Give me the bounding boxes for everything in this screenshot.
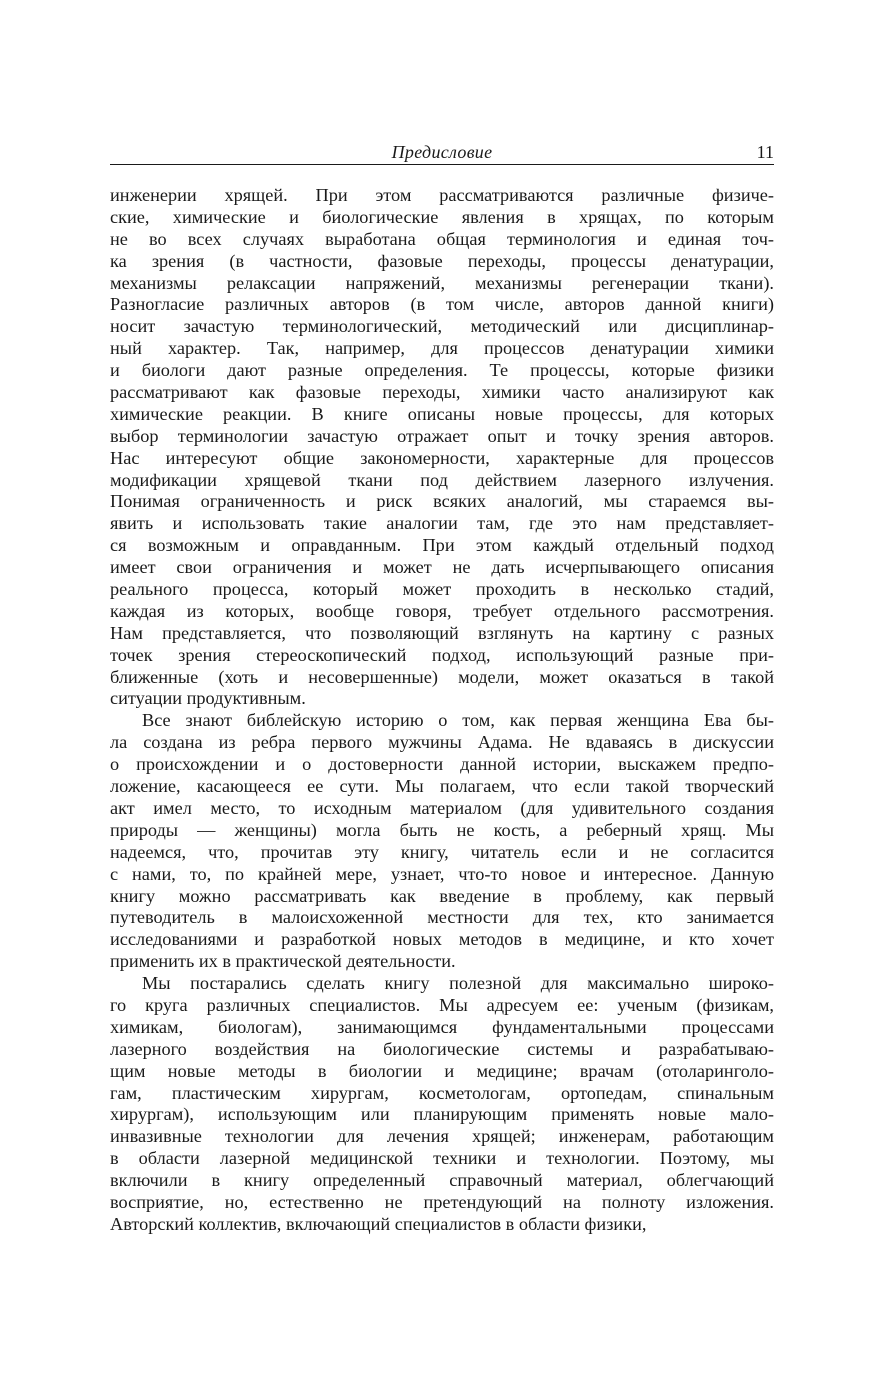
- text-line: в области лазерной медицинской техники и технологии. Поэтому, мы: [110, 1148, 774, 1169]
- text-line: ка зрения (в частности, фазовые переходы, процессы денатурации,: [110, 250, 774, 271]
- paragraph-3: [110, 973, 774, 1236]
- body-text: [110, 185, 774, 1236]
- text-line: каждая из которых, вообще говоря, требует отдельного рассмотрения.: [110, 600, 774, 621]
- text-line: надеемся, что, прочитав эту книгу, читатель если и не согласится: [110, 841, 774, 862]
- text-line: инвазивные технологии для лечения хрящей; инженерам, работающим: [110, 1126, 774, 1147]
- text-line: Разногласие различных авторов (в том числе, авторов данной книги): [110, 294, 774, 315]
- text-line: щим новые методы в биологии и медицине; врачам (отоларинголо-: [110, 1060, 774, 1081]
- text-line: го круга различных специалистов. Мы адресуем ее: ученым (физикам,: [110, 994, 774, 1015]
- text-line: книгу можно рассматривать как введение в проблему, как первый: [110, 885, 774, 906]
- text-line: Авторский коллектив, включающий специалистов в области физики,: [110, 1213, 647, 1234]
- text-line: и биологи дают разные определения. Те процессы, которые физики: [110, 360, 774, 381]
- text-line: явить и использовать такие аналогии там, где это нам представляет-: [110, 513, 774, 534]
- text-line: гам, пластическим хирургам, косметологам, ортопедам, спинальным: [110, 1082, 774, 1103]
- text-line: исследованиями и разработкой новых методов в медицине, и кто хочет: [110, 929, 774, 950]
- text-line: не во всех случаях выработана общая терминология и единая точ-: [110, 228, 774, 249]
- paragraph-2: [110, 710, 774, 973]
- text-line: ближенные (хоть и несовершенные) модели, может оказаться в такой: [110, 666, 774, 687]
- text-line: Понимая ограниченность и риск всяких аналогий, мы стараемся вы-: [110, 491, 774, 512]
- text-line: восприятие, но, естественно не претендующий на полноту изложения.: [110, 1191, 774, 1212]
- text-line: включили в книгу определенный справочный материал, облегчающий: [110, 1170, 774, 1191]
- text-line: ские, химические и биологические явления в хрящах, по которым: [110, 206, 774, 227]
- header-rule: [110, 164, 774, 165]
- text-line: механизмы релаксации напряжений, механизмы регенерации ткани).: [110, 272, 774, 293]
- text-line: ложение, касающееся ее сути. Мы полагаем, что если такой творческий: [110, 776, 774, 797]
- text-line: химикам, биологам), занимающимся фундаментальными процессами: [110, 1016, 774, 1037]
- book-page: [110, 0, 774, 1388]
- text-line: акт имел место, то исходным материалом (для удивительного создания: [110, 797, 774, 818]
- text-line: путеводитель в малоисхоженной местности для тех, кто занимается: [110, 907, 774, 928]
- text-line: с нами, то, по крайней мере, узнает, что-то новое и интересное. Данную: [110, 863, 774, 884]
- text-line: Все знают библейскую историю о том, как первая женщина Ева бы-: [142, 710, 774, 731]
- text-line: ла создана из ребра первого мужчины Адама. Не вдаваясь в дискуссии: [110, 732, 774, 753]
- text-line: о происхождении и о достоверности данной истории, выскажем предпо-: [110, 754, 774, 775]
- running-title: Предисловие: [391, 142, 493, 162]
- text-line: Мы постарались сделать книгу полезной для максимально широко-: [142, 973, 774, 994]
- text-line: выбор терминологии зачастую отражает опыт и точку зрения авторов.: [110, 425, 774, 446]
- text-line: имеет свои ограничения и может не дать исчерпывающего описания: [110, 557, 774, 578]
- text-line: рассматривают как фазовые переходы, химики часто анализируют как: [110, 382, 774, 403]
- text-line: реального процесса, который может проходить в несколько стадий,: [110, 579, 774, 600]
- text-line: носит зачастую терминологический, методический или дисциплинар-: [110, 316, 774, 337]
- text-line: Нам представляется, что позволяющий взглянуть на картину с разных: [110, 622, 774, 643]
- paragraph-1: [110, 185, 774, 710]
- text-line: точек зрения стереоскопический подход, использующий разные при-: [110, 644, 774, 665]
- text-line: модификации хрящевой ткани под действием лазерного излучения.: [110, 469, 774, 490]
- running-head: [110, 142, 774, 164]
- text-line: инженерии хрящей. При этом рассматриваются различные физиче-: [110, 185, 774, 205]
- text-line: хирургам), использующим или планирующим применять новые мало-: [110, 1104, 774, 1125]
- text-line: лазерного воздействия на биологические системы и разрабатываю-: [110, 1038, 774, 1059]
- text-line: природы — женщины) могла быть не кость, а реберный хрящ. Мы: [110, 819, 774, 840]
- text-line: применить их в практической деятельности.: [110, 951, 456, 972]
- text-line: ситуации продуктивным.: [110, 688, 306, 709]
- text-line: Нас интересуют общие закономерности, характерные для процессов: [110, 447, 774, 468]
- text-line: химические реакции. В книге описаны новые процессы, для которых: [110, 403, 774, 424]
- text-line: ся возможным и оправданным. При этом каждый отдельный подход: [110, 535, 774, 556]
- page-number: 11: [756, 142, 774, 162]
- text-line: ный характер. Так, например, для процессов денатурации химики: [110, 338, 774, 359]
